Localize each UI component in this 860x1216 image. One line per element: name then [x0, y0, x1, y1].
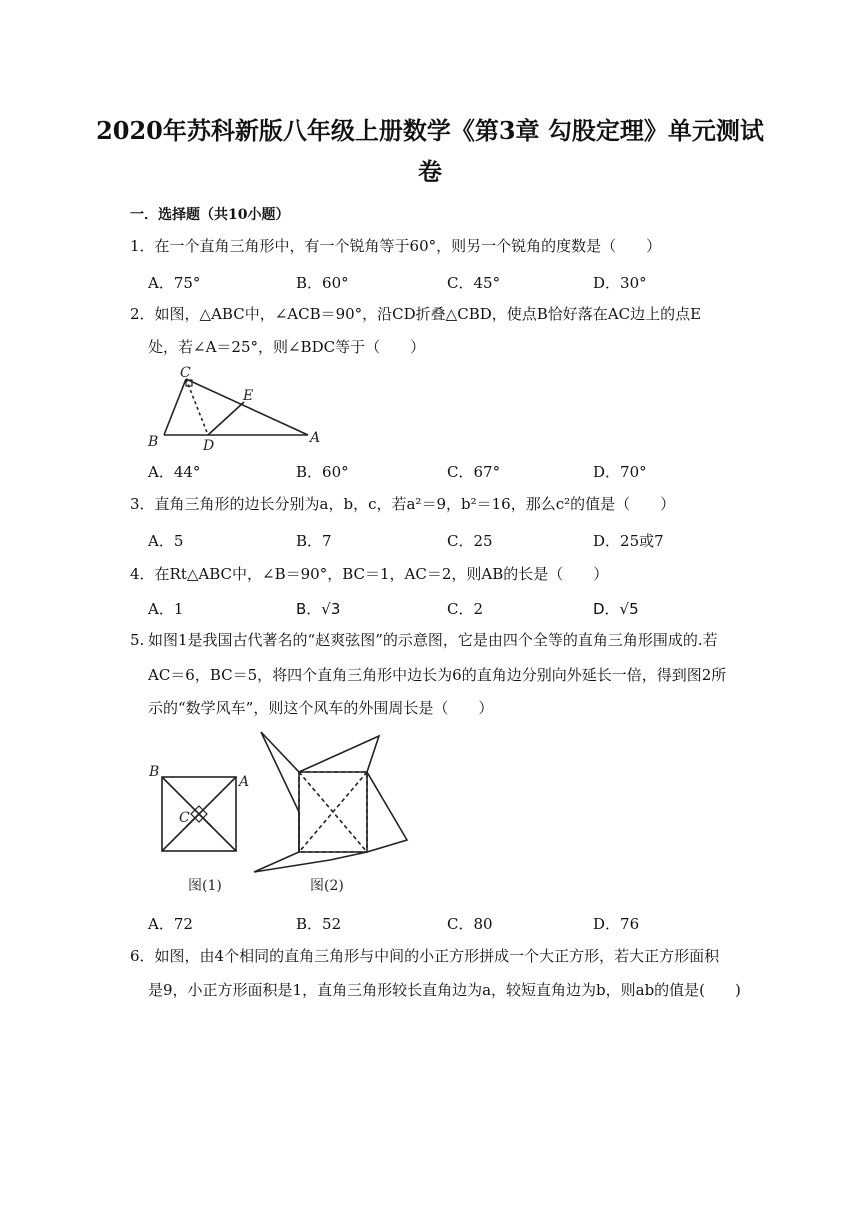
option-a: A．1	[148, 600, 184, 618]
label-a: A	[239, 774, 250, 790]
option-b: B．52	[296, 915, 342, 933]
option-a: A．44°	[148, 463, 201, 481]
question-text-line-1: 如图1是我国古代著名的“赵爽弦图”的示意图，它是由四个全等的直角三角形围成的.若	[148, 631, 718, 649]
document-title-line-2: 卷	[418, 157, 442, 186]
segment-de	[208, 402, 244, 435]
option-a: A．5	[148, 532, 184, 550]
question-text: 直角三角形的边长分别为a，b，c，若a²＝9，b²＝16，那么c²的值是（ ）	[154, 495, 676, 513]
question-6-line-2: 是9，小正方形面积是1，直角三角形较长直角边为a，较短直角边为b，则ab的值是( )	[148, 981, 741, 999]
question-2-options	[148, 461, 748, 479]
caption-figure-2: 图(2)	[310, 878, 344, 894]
question-5-figure-2	[250, 726, 415, 900]
question-3-options	[148, 530, 748, 548]
segment-bc	[164, 379, 186, 435]
option-b: B．√3	[296, 600, 341, 618]
caption-figure-1: 图(1)	[188, 878, 222, 894]
line-lower-right	[199, 814, 236, 851]
option-d: D．√5	[593, 600, 639, 618]
question-text-line-1: 如图，由4个相同的直角三角形与中间的小正方形拼成一个大正方形，若大正方形面积	[154, 947, 720, 965]
option-a: A．72	[148, 915, 193, 933]
label-d: D	[203, 438, 215, 454]
label-b: B	[149, 764, 160, 780]
option-c: C．2	[447, 600, 484, 618]
question-text-line-1: 如图，△ABC中，∠ACB＝90°，沿CD折叠△CBD，使点B恰好落在AC边上的点E	[154, 305, 702, 323]
question-5-line-2: AC＝6，BC＝5，将四个直角三角形中边长为6的直角边分别向外延长一倍，得到图2所	[148, 666, 727, 684]
question-text: 在一个直角三角形中，有一个锐角等于60°，则另一个锐角的度数是（ ）	[154, 237, 662, 255]
option-c: C．25	[447, 532, 493, 550]
question-number: 2．	[130, 305, 155, 323]
question-5-figure-1	[145, 760, 255, 900]
question-4-options	[148, 598, 748, 616]
question-5-options	[148, 913, 748, 931]
question-5	[130, 631, 740, 649]
question-3	[130, 495, 740, 513]
option-c: C．67°	[447, 463, 501, 481]
label-c: C	[180, 365, 191, 381]
label-e: E	[243, 388, 254, 404]
option-a: A．75°	[148, 274, 201, 292]
question-number: 4．	[130, 565, 155, 583]
question-2-figure	[140, 362, 330, 457]
option-d: D．25或7	[593, 532, 664, 550]
option-c: C．45°	[447, 274, 501, 292]
question-2	[130, 305, 740, 323]
question-2-line-2: 处，若∠A＝25°，则∠BDC等于（ ）	[148, 338, 426, 356]
option-d: D．76	[593, 915, 640, 933]
question-4	[130, 565, 740, 583]
question-text: 在Rt△ABC中，∠B＝90°，BC＝1，AC＝2，则AB的长是（ ）	[154, 565, 609, 583]
section-heading: 一．选择题（共10小题）	[130, 207, 290, 223]
label-c: C	[179, 810, 190, 826]
question-number: 5.	[130, 631, 145, 649]
question-1	[130, 237, 740, 255]
question-number: 6．	[130, 947, 155, 965]
option-c: C．80	[447, 915, 493, 933]
question-6	[130, 947, 740, 965]
document-title-line-1: 2020年苏科新版八年级上册数学《第3章 勾股定理》单元测试	[96, 116, 764, 145]
option-d: D．70°	[593, 463, 647, 481]
question-number: 1．	[130, 237, 155, 255]
question-1-options	[148, 272, 748, 290]
option-d: D．30°	[593, 274, 647, 292]
question-number: 3．	[130, 495, 155, 513]
option-b: B．7	[296, 532, 332, 550]
windmill-outline	[254, 732, 407, 872]
option-b: B．60°	[296, 463, 349, 481]
question-5-line-3: 示的“数学风车”，则这个风车的外围周长是（ ）	[148, 699, 494, 717]
option-b: B．60°	[296, 274, 349, 292]
label-b: B	[148, 434, 159, 450]
label-a: A	[310, 430, 321, 446]
